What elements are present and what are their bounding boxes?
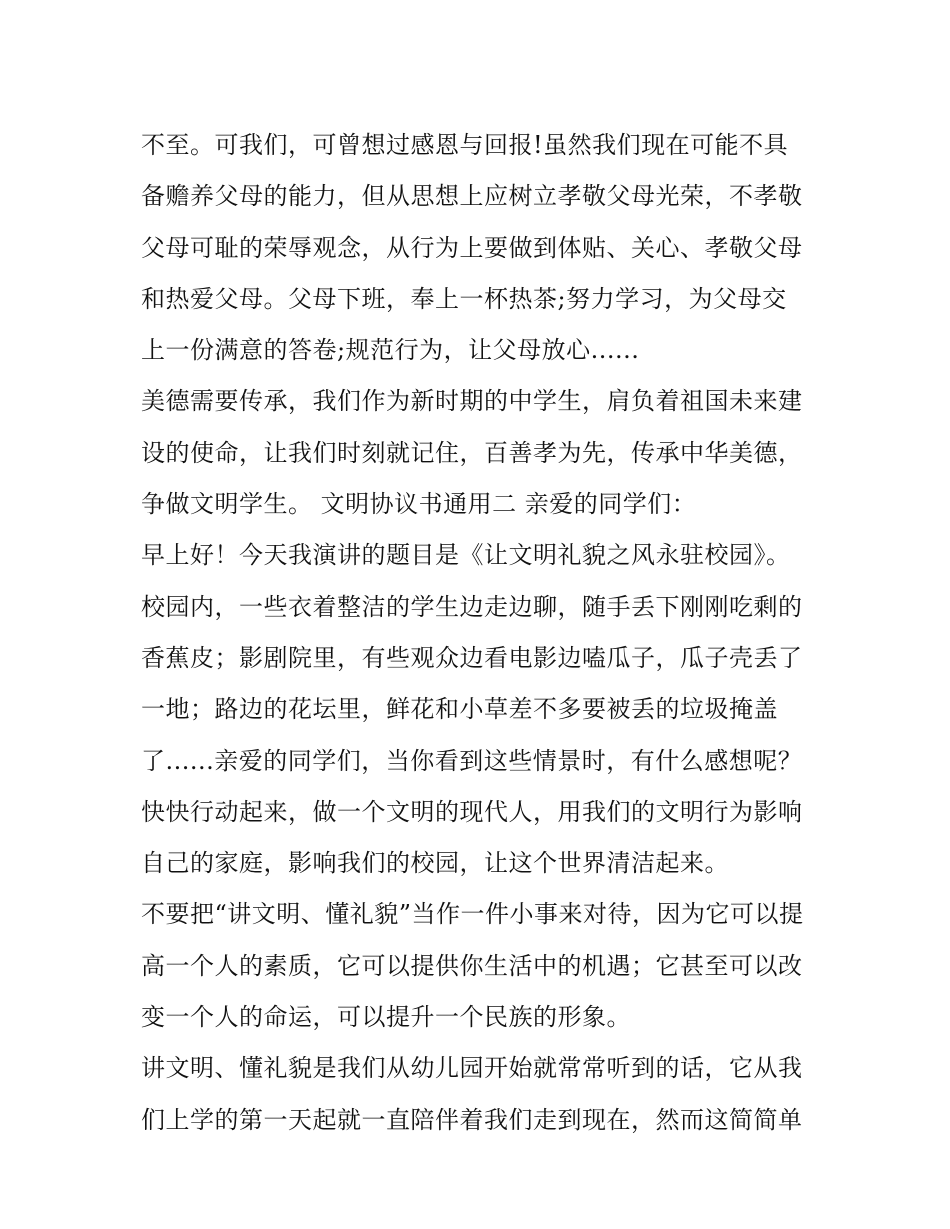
text-line: 变一个人的命运，可以提升一个民族的形象。 <box>141 1003 631 1032</box>
text-line: 校园内，一些衣着整洁的学生边走边聊，随手丢下刚刚吃剩的 <box>141 592 803 621</box>
text-line: 一地；路边的花坛里，鲜花和小草差不多要被丢的垃圾掩盖 <box>141 695 778 724</box>
text-line: 设的使命，让我们时刻就记住，百善孝为先，传承中华美德， <box>141 438 803 467</box>
text-line: 讲文明、懂礼貌是我们从幼儿园开始就常常听到的话，它从我 <box>141 1054 803 1083</box>
text-line: 自己的家庭，影响我们的校园，让这个世界清洁起来。 <box>141 849 729 878</box>
text-line: 上一份满意的答卷;规范行为，让父母放心...... <box>141 336 640 365</box>
text-line: 争做文明学生。 文明协议书通用二 亲爱的同学们： <box>141 490 697 519</box>
text-line: 高一个人的素质，它可以提供你生活中的机遇；它甚至可以改 <box>141 951 803 980</box>
text-line: 不要把“讲文明、懂礼貌”当作一件小事来对待，因为它可以提 <box>141 900 804 929</box>
text-line: 不至。可我们，可曾想过感恩与回报!虽然我们现在可能不具 <box>141 131 789 159</box>
text-line: 父母可耻的荣辱观念，从行为上要做到体贴、关心、孝敬父母 <box>141 233 803 262</box>
text-line: 香蕉皮；影剧院里，有些观众边看电影边嗑瓜子，瓜子壳丢了 <box>141 643 803 672</box>
text-line: 备赡养父母的能力，但从思想上应树立孝敬父母光荣，不孝敬 <box>141 182 803 211</box>
text-line: 快快行动起来，做一个文明的现代人，用我们的文明行为影响 <box>141 797 803 826</box>
text-line: 了......亲爱的同学们，当你看到这些情景时，有什么感想呢？ <box>141 746 803 775</box>
text-line: 早上好！今天我演讲的题目是《让文明礼貌之风永驻校园》。 <box>141 541 791 570</box>
text-line: 和热爱父母。父母下班，奉上一杯热茶;努力学习，为父母交 <box>141 284 787 313</box>
document-body <box>141 120 821 1146</box>
text-line: 们上学的第一天起就一直陪伴着我们走到现在，然而这简简单 <box>141 1105 803 1134</box>
text-line: 美德需要传承，我们作为新时期的中学生，肩负着祖国未来建 <box>141 387 803 416</box>
